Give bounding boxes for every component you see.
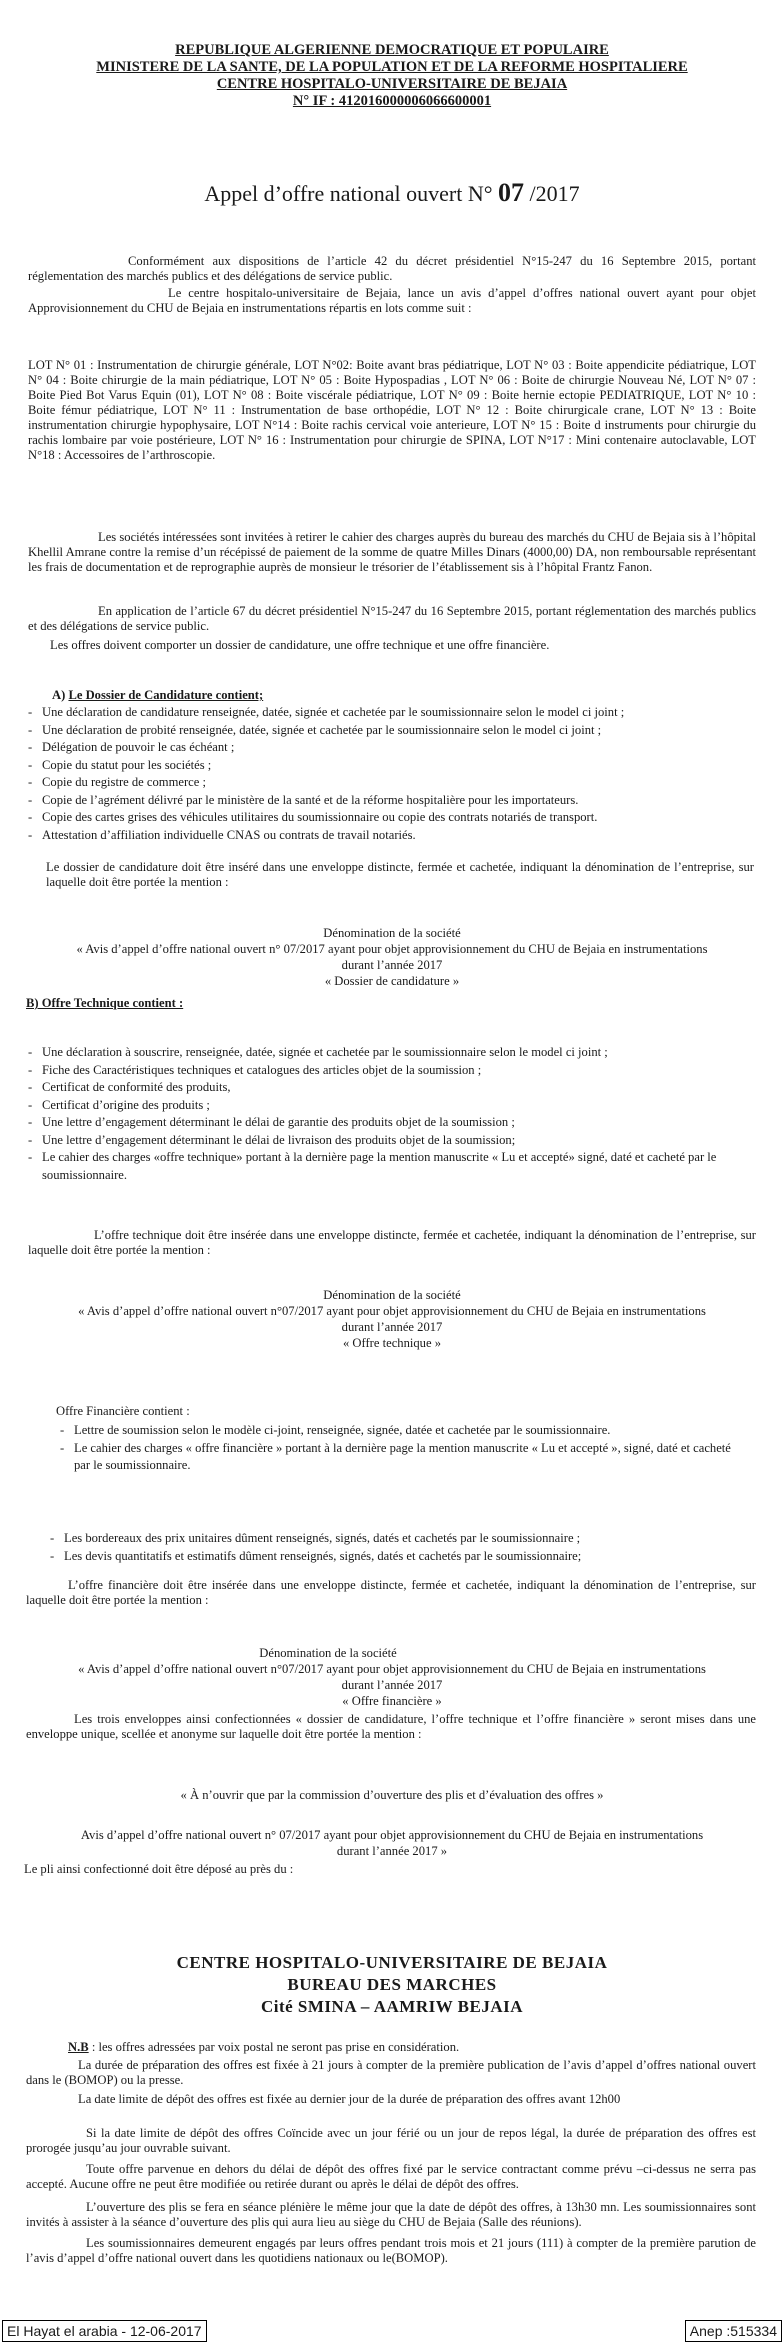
- mention4-year: durant l’année 2017 »: [336, 1844, 448, 1858]
- nb-late-offers: Toute offre parvenue en dehors du délai de dépôt des offres fixé par le service contractant comme prévu –ci-dessus ne serra pas accepté. Aucune offre ne peut être modifiée ou retirée durant ou après le délai de dépôt des offres.: [26, 2162, 756, 2191]
- title-suffix: /2017: [529, 181, 580, 206]
- mention2-label: « Offre technique »: [342, 1336, 442, 1350]
- nb-deadline: La date limite de dépôt des offres est fixée au dernier jour de la durée de préparation des offres avant 12h00: [78, 2092, 621, 2106]
- three-envelopes-paragraph: Les trois enveloppes ainsi confectionnées « dossier de candidature, l’offre technique et l’offre financière » seront mises dans une enveloppe unique, scellée et anonyme sur laquelle doit être portée la mention :: [26, 1712, 756, 1741]
- financiere-heading: Offre Financière contient :: [56, 1404, 190, 1418]
- mention4-open-only: « À n’ouvrir que par la commission d’ouverture des plis et d’évaluation des offres »: [180, 1788, 604, 1802]
- list-item: - Lettre de soumission selon le modèle ci-joint, renseignée, signée, datée et cachetée par le soumissionnaire.: [60, 1422, 750, 1440]
- list-item: - Une déclaration de probité renseignée, datée, signée et cachetée par le soumissionnaire selon le model ci joint ;: [28, 722, 756, 740]
- title-prefix: Appel d’offre national ouvert N°: [204, 181, 493, 206]
- list-item: - Délégation de pouvoir le cas échéant ;: [28, 739, 756, 757]
- mention4-subject: Avis d’appel d’offre national ouvert n° 07/2017 ayant pour objet approvisionnement du CHU de Bejaia en instrumentations: [80, 1828, 704, 1842]
- technique-list: [28, 1044, 756, 1184]
- nb-holiday: Si la date limite de dépôt des offres Coïncide avec un jour férié ou un jour de repos légal, la durée de préparation des offres est prorogée jusqu’au jour ouvrable suivant.: [26, 2126, 756, 2155]
- address-city: Cité SMINA – AAMRIW BEJAIA: [260, 1997, 524, 2016]
- nb-preparation: La durée de préparation des offres est fixée à 21 jours à compter de la première publication de l’avis d’appel d’offres national ouvert dans le (BOMOP) ou la presse.: [26, 2058, 756, 2087]
- list-item: - Certificat d’origine des produits ;: [28, 1097, 756, 1115]
- list-item: - Les devis quantitatifs et estimatifs dûment renseignés, signés, datés et cachetés par le soumissionnaire;: [50, 1548, 750, 1566]
- financiere-list-a: [60, 1422, 750, 1475]
- nb-line: [68, 2040, 459, 2055]
- header-nif: N° IF : 412016000006066600001: [292, 93, 492, 109]
- lots-paragraph: LOT N° 01 : Instrumentation de chirurgie générale, LOT N°02: Boite avant bras pédiatrique, LOT N° 03 : Boite appendicite pédiatrique, LOT N° 04 : Boite chirurgie de la main pédiatrique, LOT N° 05 : Boite Hypospadias , LOT N° 06 : Boite de chirurgie Nouveau Né, LOT N° 07 : Boite Pied Bot Varus Equin (01), LOT N° 08 : Boite viscérale pédiatrique, LOT N° 09 : Boite hernie ectopie PEDIATRIQUE, LOT N° 10 : Boite fémur pédiatrique, LOT N° 11 : Instrumentation de base orthopédie, LOT N° 12 : Boite chirurgicale crane, LOT N° 13 : Boite instrumentation chirurgie hypophysaire, LOT N°14 : Boite rachis cervical voie anterieure, LOT N° 15 : Boite d instruments pour chirurgie du rachis lombaire par voie postérieure, LOT N° 16 : Instrumentation pour chirurgie de SPINA, LOT N°17 : Mini contenaire autoclavable, LOT N°18 : Accessoires de l’arthroscopie.: [28, 358, 756, 462]
- title-number: 07: [498, 178, 525, 207]
- mention1-subject: « Avis d’appel d’offre national ouvert n° 07/2017 ayant pour objet approvisionnement du CHU de Bejaia en instrumentations: [76, 942, 708, 956]
- list-item: - Une déclaration à souscrire, renseignée, datée, signée et cachetée par le soumissionnaire selon le model ci joint ;: [28, 1044, 756, 1062]
- dossier-list: [28, 704, 756, 844]
- intro-paragraph-1: Conformément aux dispositions de l’article 42 du décret présidentiel N°15-247 du 16 Septembre 2015, portant réglementation des marchés publics et des délégations de service public.: [28, 254, 756, 283]
- list-item: - Copie des cartes grises des véhicules utilitaires du soumissionnaire ou copie des contrats notariés de transport.: [28, 809, 756, 827]
- address-bureau: BUREAU DES MARCHES: [287, 1975, 497, 1994]
- dossier-envelope-note: Le dossier de candidature doit être inséré dans une enveloppe distincte, fermée et cachetée, indiquant la dénomination de l’entreprise, sur laquelle doit être portée la mention :: [46, 860, 754, 889]
- footer-anep-ref: Anep :515334: [685, 2320, 782, 2342]
- financiere-envelope-note: L’offre financière doit être insérée dans une enveloppe distincte, fermée et cachetée, indiquant la dénomination de l’entreprise, sur laquelle doit être portée la mention :: [26, 1578, 756, 1607]
- mention3-subject: « Avis d’appel d’offre national ouvert n°07/2017 ayant pour objet approvisionnement du CHU de Bejaia en instrumentations: [78, 1662, 706, 1676]
- application-paragraph: En application de l’article 67 du décret présidentiel N°15-247 du 16 Septembre 2015, portant réglementation des marchés publics et des délégations de service public.: [28, 604, 756, 633]
- mention3-label: « Offre financière »: [342, 1694, 442, 1708]
- nb-opening: L’ouverture des plis se fera en séance plénière le même jour que la date de dépôt des offres, à 13h30 mn. Les soumissionnaires sont invités à assister à la séance d’ouverture des plis qui aura lieu au siège du CHU de Bejaia (Salle des réunions).: [26, 2200, 756, 2229]
- list-item: - Fiche des Caractéristiques techniques et catalogues des articles objet de la soumission ;: [28, 1062, 756, 1080]
- header-chu: CENTRE HOSPITALO-UNIVERSITAIRE DE BEJAIA: [216, 76, 568, 92]
- list-item: - Une lettre d’engagement déterminant le délai de livraison des produits objet de la soumission;: [28, 1132, 756, 1150]
- mention1-label: « Dossier de candidature »: [324, 974, 460, 988]
- dossier-heading-text: Le Dossier de Candidature contient;: [68, 688, 264, 702]
- mention3-company: Dénomination de la société: [259, 1646, 397, 1660]
- mention1-year: durant l’année 2017: [341, 958, 443, 972]
- mention2-year: durant l’année 2017: [341, 1320, 443, 1334]
- list-item: - Une lettre d’engagement déterminant le délai de garantie des produits objet de la soumission ;: [28, 1114, 756, 1132]
- list-item: - Certificat de conformité des produits,: [28, 1079, 756, 1097]
- list-item: - Les bordereaux des prix unitaires dûment renseignés, signés, datés et cachetés par le soumissionnaire ;: [50, 1530, 750, 1548]
- list-item: - Copie du registre de commerce ;: [28, 774, 756, 792]
- header-ministry: MINISTERE DE LA SANTE, DE LA POPULATION ET DE LA REFORME HOSPITALIERE: [96, 59, 688, 75]
- technique-envelope-note: L’offre technique doit être insérée dans une enveloppe distincte, fermée et cachetée, indiquant la dénomination de l’entreprise, sur laquelle doit être portée la mention :: [28, 1228, 756, 1257]
- financiere-list-b: [50, 1530, 750, 1565]
- mention2-subject: « Avis d’appel d’offre national ouvert n°07/2017 ayant pour objet approvisionnement du CHU de Bejaia en instrumentations: [78, 1304, 706, 1318]
- list-item: - Copie de l’agrément délivré par le ministère de la santé et de la réforme hospitalière pour les importateurs.: [28, 792, 756, 810]
- intro-paragraph-2: Le centre hospitalo-universitaire de Bejaia, lance un avis d’appel d’offres national ouvert ayant pour objet Approvisionnement du CHU de Bejaia en instrumentations répartis en lots comme suit :: [28, 286, 756, 315]
- offers-composition: Les offres doivent comporter un dossier de candidature, une offre technique et une offre financière.: [50, 638, 550, 652]
- nb-label: N.B: [68, 2040, 89, 2054]
- mention2-company: Dénomination de la société: [323, 1288, 461, 1302]
- mention1-company: Dénomination de la société: [323, 926, 461, 940]
- dossier-heading-prefix: A): [52, 688, 66, 702]
- list-item: - Le cahier des charges « offre financière » portant à la dernière page la mention manuscrite « Lu et accepté », signé, daté et cacheté par le soumissionnaire.: [60, 1440, 750, 1475]
- list-item: - Copie du statut pour les sociétés ;: [28, 757, 756, 775]
- address-chu: CENTRE HOSPITALO-UNIVERSITAIRE DE BEJAIA: [176, 1953, 608, 1972]
- dossier-heading: [52, 688, 263, 703]
- retrieval-paragraph: Les sociétés intéressées sont invitées à retirer le cahier des charges auprès du bureau des marchés du CHU de Bejaia sis à l’hôpital Khellil Amrane contre la remise d’un récépissé de paiement de la somme de quatre Milles Dinars (4000,00) DA, non remboursable représentant les frais de documentation et de reprographie auprès de monsieur le trésorier de l’établissement sis à l’hôpital Frantz Fanon.: [28, 530, 756, 574]
- mention3-year: durant l’année 2017: [341, 1678, 443, 1692]
- header-republic: REPUBLIQUE ALGERIENNE DEMOCRATIQUE ET POPULAIRE: [175, 42, 609, 58]
- list-item: - Attestation d’affiliation individuelle CNAS ou contrats de travail notariés.: [28, 827, 756, 845]
- footer-publication: El Hayat el arabia - 12-06-2017: [2, 2320, 207, 2342]
- nb-postal-note: : les offres adressées par voix postal ne seront pas prise en considération.: [91, 2040, 460, 2054]
- nb-validity: Les soumissionnaires demeurent engagés par leurs offres pendant trois mois et 21 jours (111) à compter de la première parution de l’avis d’appel d’offre national ouvert dans les quotidiens nationaux ou le(BOMOP).: [26, 2236, 756, 2265]
- deposit-line: Le pli ainsi confectionné doit être déposé au près du :: [24, 1862, 294, 1876]
- list-item: - Le cahier des charges «offre technique» portant à la dernière page la mention manuscrite « Lu et accepté» signé, daté et cacheté par le soumissionnaire.: [28, 1149, 756, 1184]
- list-item: - Une déclaration de candidature renseignée, datée, signée et cachetée par le soumissionnaire selon le model ci joint ;: [28, 704, 756, 722]
- technique-heading: B) Offre Technique contient :: [26, 996, 184, 1010]
- page-title: [0, 178, 784, 208]
